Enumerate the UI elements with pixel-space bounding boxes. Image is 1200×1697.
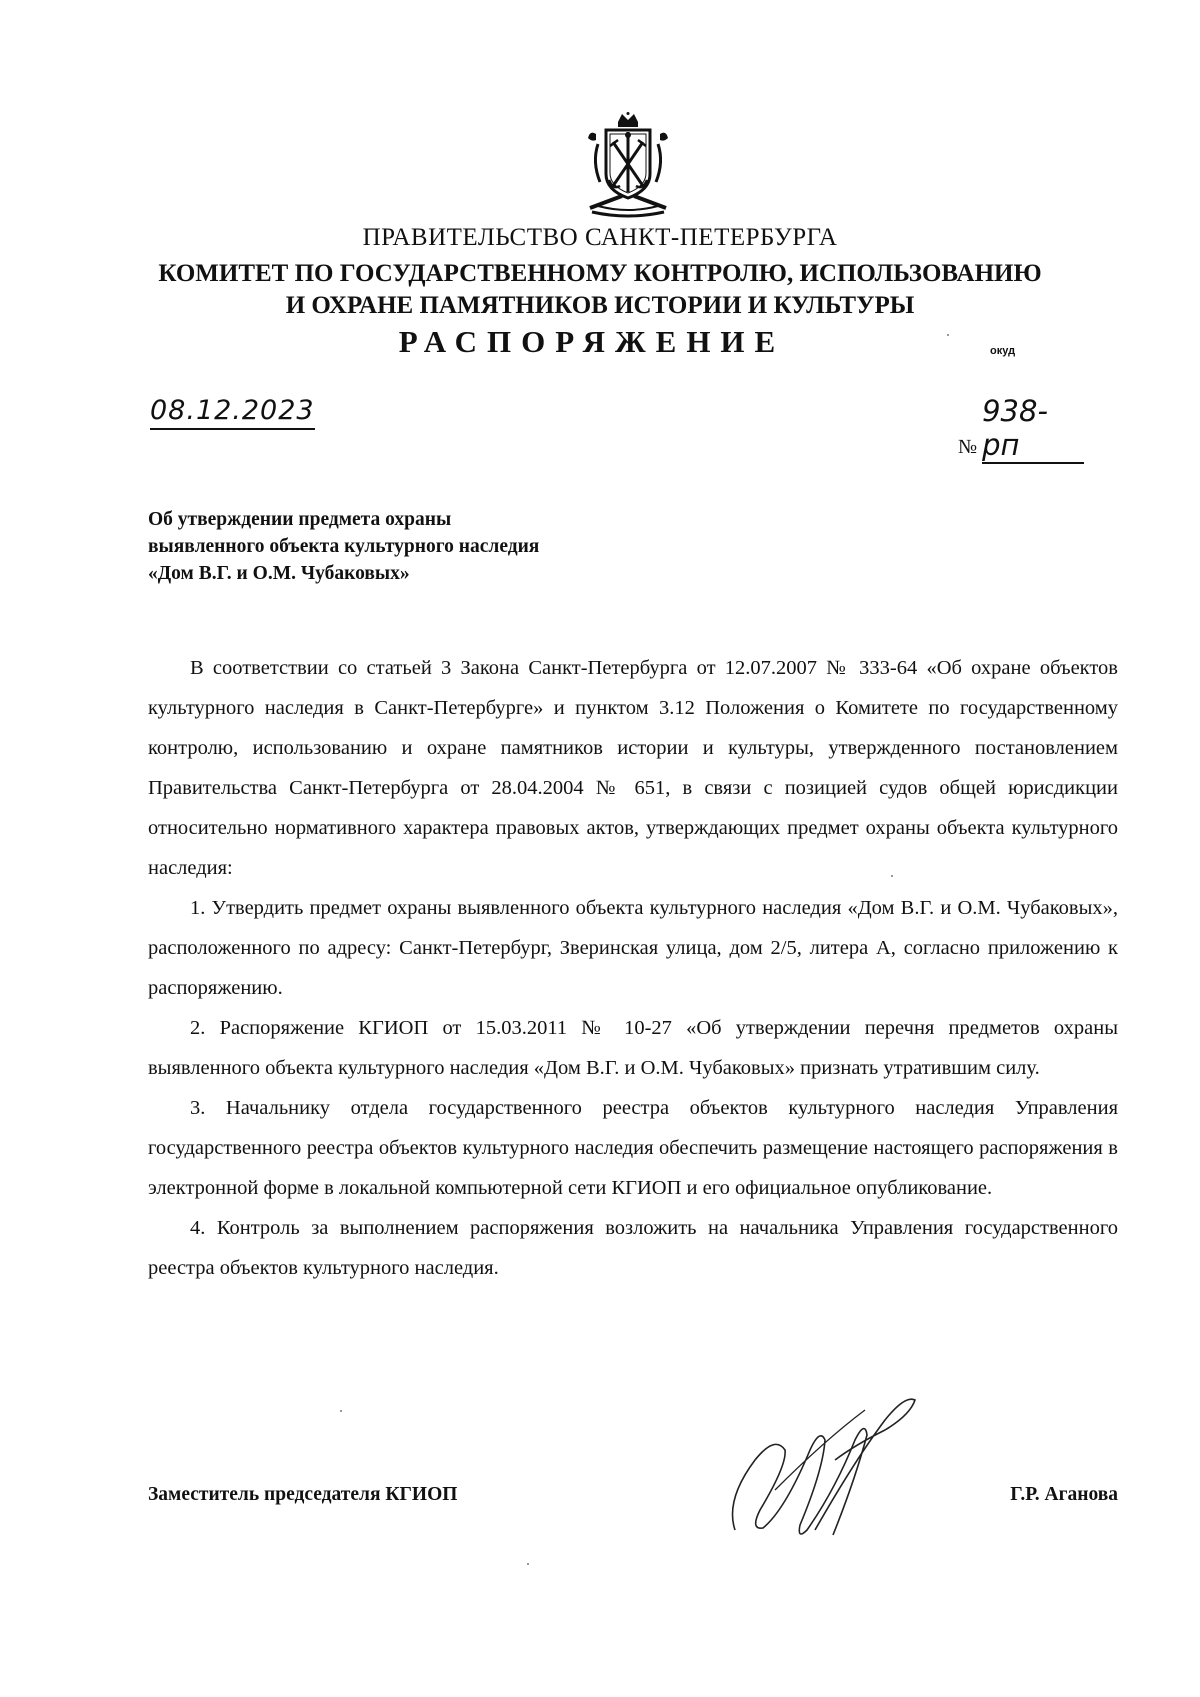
number-value: 938-рп xyxy=(982,394,1084,464)
government-title: ПРАВИТЕЛЬСТВО САНКТ-ПЕТЕРБУРГА xyxy=(362,224,838,251)
document-body xyxy=(148,648,1118,1288)
signatory-position: Заместитель председателя КГИОП xyxy=(148,1484,458,1505)
item-paragraph-3: 3. Начальнику отдела государственного реестра объектов культурного наследия Управления государственного реестра объектов культурного наследия обеспечить размещение настоящего распоряжения в электронной форме в локальной компьютерной сети КГИОП и его официальное опубликование. xyxy=(148,1097,1118,1199)
document-subject xyxy=(148,506,539,587)
handwritten-signature xyxy=(715,1380,925,1550)
number-sign: № xyxy=(958,436,978,458)
subject-line1: Об утверждении предмета охраны xyxy=(148,509,452,530)
committee-title xyxy=(0,258,1200,322)
scan-speck xyxy=(340,1410,342,1412)
item-paragraph-4: 4. Контроль за выполнением распоряжения возложить на начальника Управления государственного реестра объектов культурного наследия. xyxy=(148,1217,1118,1279)
scan-speck xyxy=(947,334,949,336)
scan-speck xyxy=(891,875,893,877)
signatory-name: Г.Р. Аганова xyxy=(1010,1484,1118,1505)
item-paragraph-2: 2. Распоряжение КГИОП от 15.03.2011 № 10-27 «Об утверждении перечня предметов охраны выявленного объекта культурного наследия «Дом В.Г. и О.М. Чубаковых» признать утратившим силу. xyxy=(148,1017,1118,1079)
item-paragraph-1: 1. Утвердить предмет охраны выявленного объекта культурного наследия «Дом В.Г. и О.М. Чубаковых», расположенного по адресу: Санкт-Петербург, Зверинская улица, дом 2/5, литера А, согласно приложению к распоряжению. xyxy=(148,897,1118,999)
scan-speck xyxy=(527,1563,529,1565)
document-type-title: РАСПОРЯЖЕНИЕ xyxy=(398,324,786,359)
subject-line3: «Дом В.Г. и О.М. Чубаковых» xyxy=(148,563,410,584)
saint-petersburg-coat-of-arms-icon xyxy=(582,112,674,220)
document-number xyxy=(958,394,1098,464)
committee-title-line1: КОМИТЕТ ПО ГОСУДАРСТВЕННОМУ КОНТРОЛЮ, ИСПОЛЬЗОВАНИЮ xyxy=(158,260,1042,287)
committee-title-line2: И ОХРАНЕ ПАМЯТНИКОВ ИСТОРИИ И КУЛЬТУРЫ xyxy=(285,292,915,319)
okud-label: окуд xyxy=(990,345,1016,357)
preamble-paragraph: В соответствии со статьей 3 Закона Санкт-Петербурга от 12.07.2007 № 333-64 «Об охране объектов культурного наследия в Санкт-Петербурге» и пунктом 3.12 Положения о Комитете по государственному контролю, использованию и охране памятников истории и культуры, утвержденного постановлением Правительства Санкт-Петербурга от 28.04.2004 № 651, в связи с позицией судов общей юрисдикции относительно нормативного характера правовых актов, утверждающих предмет охраны объекта культурного наследия: xyxy=(148,657,1118,879)
subject-line2: выявленного объекта культурного наследия xyxy=(148,536,540,557)
document-date: 08.12.2023 xyxy=(150,394,315,430)
